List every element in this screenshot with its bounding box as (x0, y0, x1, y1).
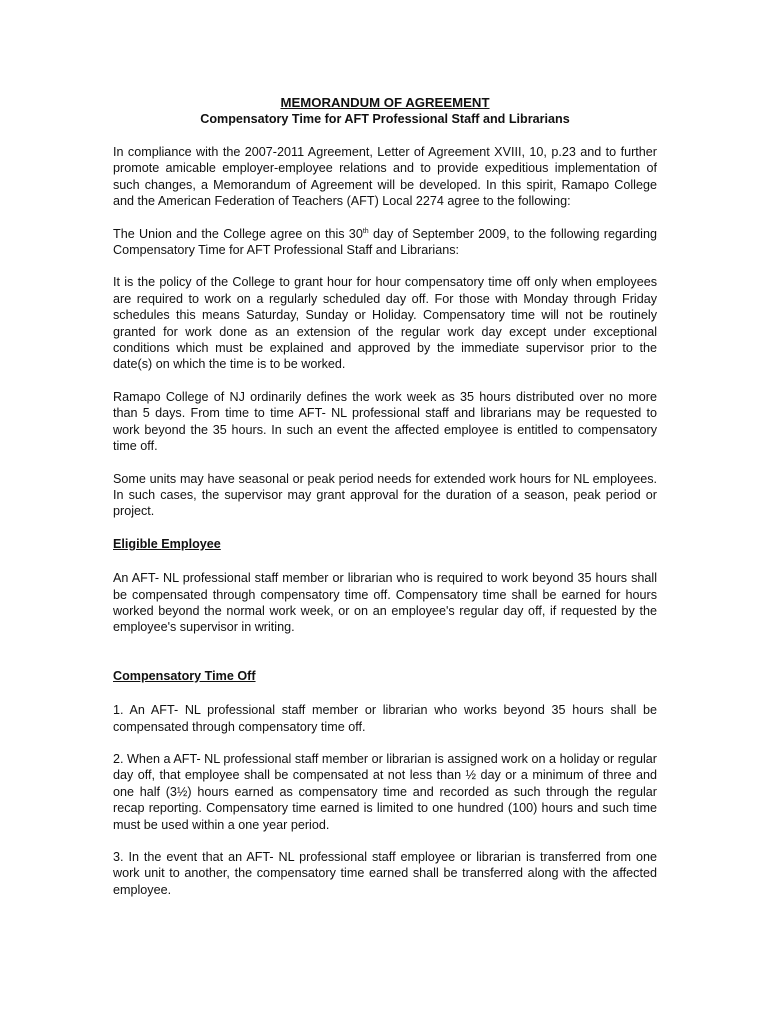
document-title: MEMORANDUM OF AGREEMENT (280, 95, 490, 110)
ordinal-suffix: th (362, 227, 369, 235)
eligible-employee-paragraph: An AFT- NL professional staff member or librarian who is required to work beyond 35 hours shall be compensated through compensatory time off. Compensatory time shall be earned for hours worked beyond the normal work week, or on an employee's regular day off, if requested by the employee's supervisor in writing. (113, 571, 657, 635)
seasonal-paragraph: Some units may have seasonal or peak period needs for extended work hours for NL employees. In such cases, the supervisor may grant approval for the duration of a season, peak period or project. (113, 471, 657, 519)
document-page (113, 94, 657, 914)
compensatory-time-off-heading: Compensatory Time Off (113, 668, 256, 683)
document-subtitle: Compensatory Time for AFT Professional Staff and Librarians (200, 112, 570, 126)
comp-item-2: 2. When a AFT- NL professional staff member or librarian is assigned work on a holiday or regular day off, that employee shall be compensated at not less than ½ day or a minimum of three and one half (3½) hours earned as compensatory time and recorded as such through the regular recap reporting. Compensatory time earned is limited to one hundred (100) hours and such time must be used within a one year period. (113, 751, 657, 832)
agreement-text-end: day of September 2009, to the following regarding Compensatory Time for AFT Professional Staff and Librarians: (113, 226, 657, 258)
workweek-paragraph: Ramapo College of NJ ordinarily defines the work week as 35 hours distributed over no more than 5 days. From time to time AFT- NL professional staff and librarians may be requested to work beyond the 35 hours. In such an event the affected employee is entitled to compensatory time off. (113, 389, 657, 454)
agreement-date-paragraph (113, 226, 657, 259)
comp-item-1: 1. An AFT- NL professional staff member or librarian who works beyond 35 hours shall be compensated through compensatory time off. (113, 703, 657, 734)
agreement-text-start: The Union and the College agree on this 30 (113, 226, 363, 241)
intro-paragraph: In compliance with the 2007-2011 Agreement, Letter of Agreement XVIII, 10, p.23 and to further promote amicable employer-employee relations and to provide expeditious implementation of such changes, a Memorandum of Agreement will be developed. In this spirit, Ramapo College and the American Federation of Teachers (AFT) Local 2274 agree to the following: (113, 145, 657, 209)
policy-paragraph: It is the policy of the College to grant hour for hour compensatory time off only when employees are required to work on a regularly scheduled day off. For those with Monday through Friday schedules this means Saturday, Sunday or Holiday. Compensatory time will not be routinely granted for work done as an extension of the regular work day except under exceptional conditions which must be explained and approved by the immediate supervisor prior to the date(s) on which the time is to be worked. (113, 275, 657, 372)
comp-item-3: 3. In the event that an AFT- NL professional staff employee or librarian is transferred from one work unit to another, the compensatory time earned shall be transferred along with the affected employee. (113, 850, 657, 897)
eligible-employee-heading: Eligible Employee (113, 536, 221, 551)
